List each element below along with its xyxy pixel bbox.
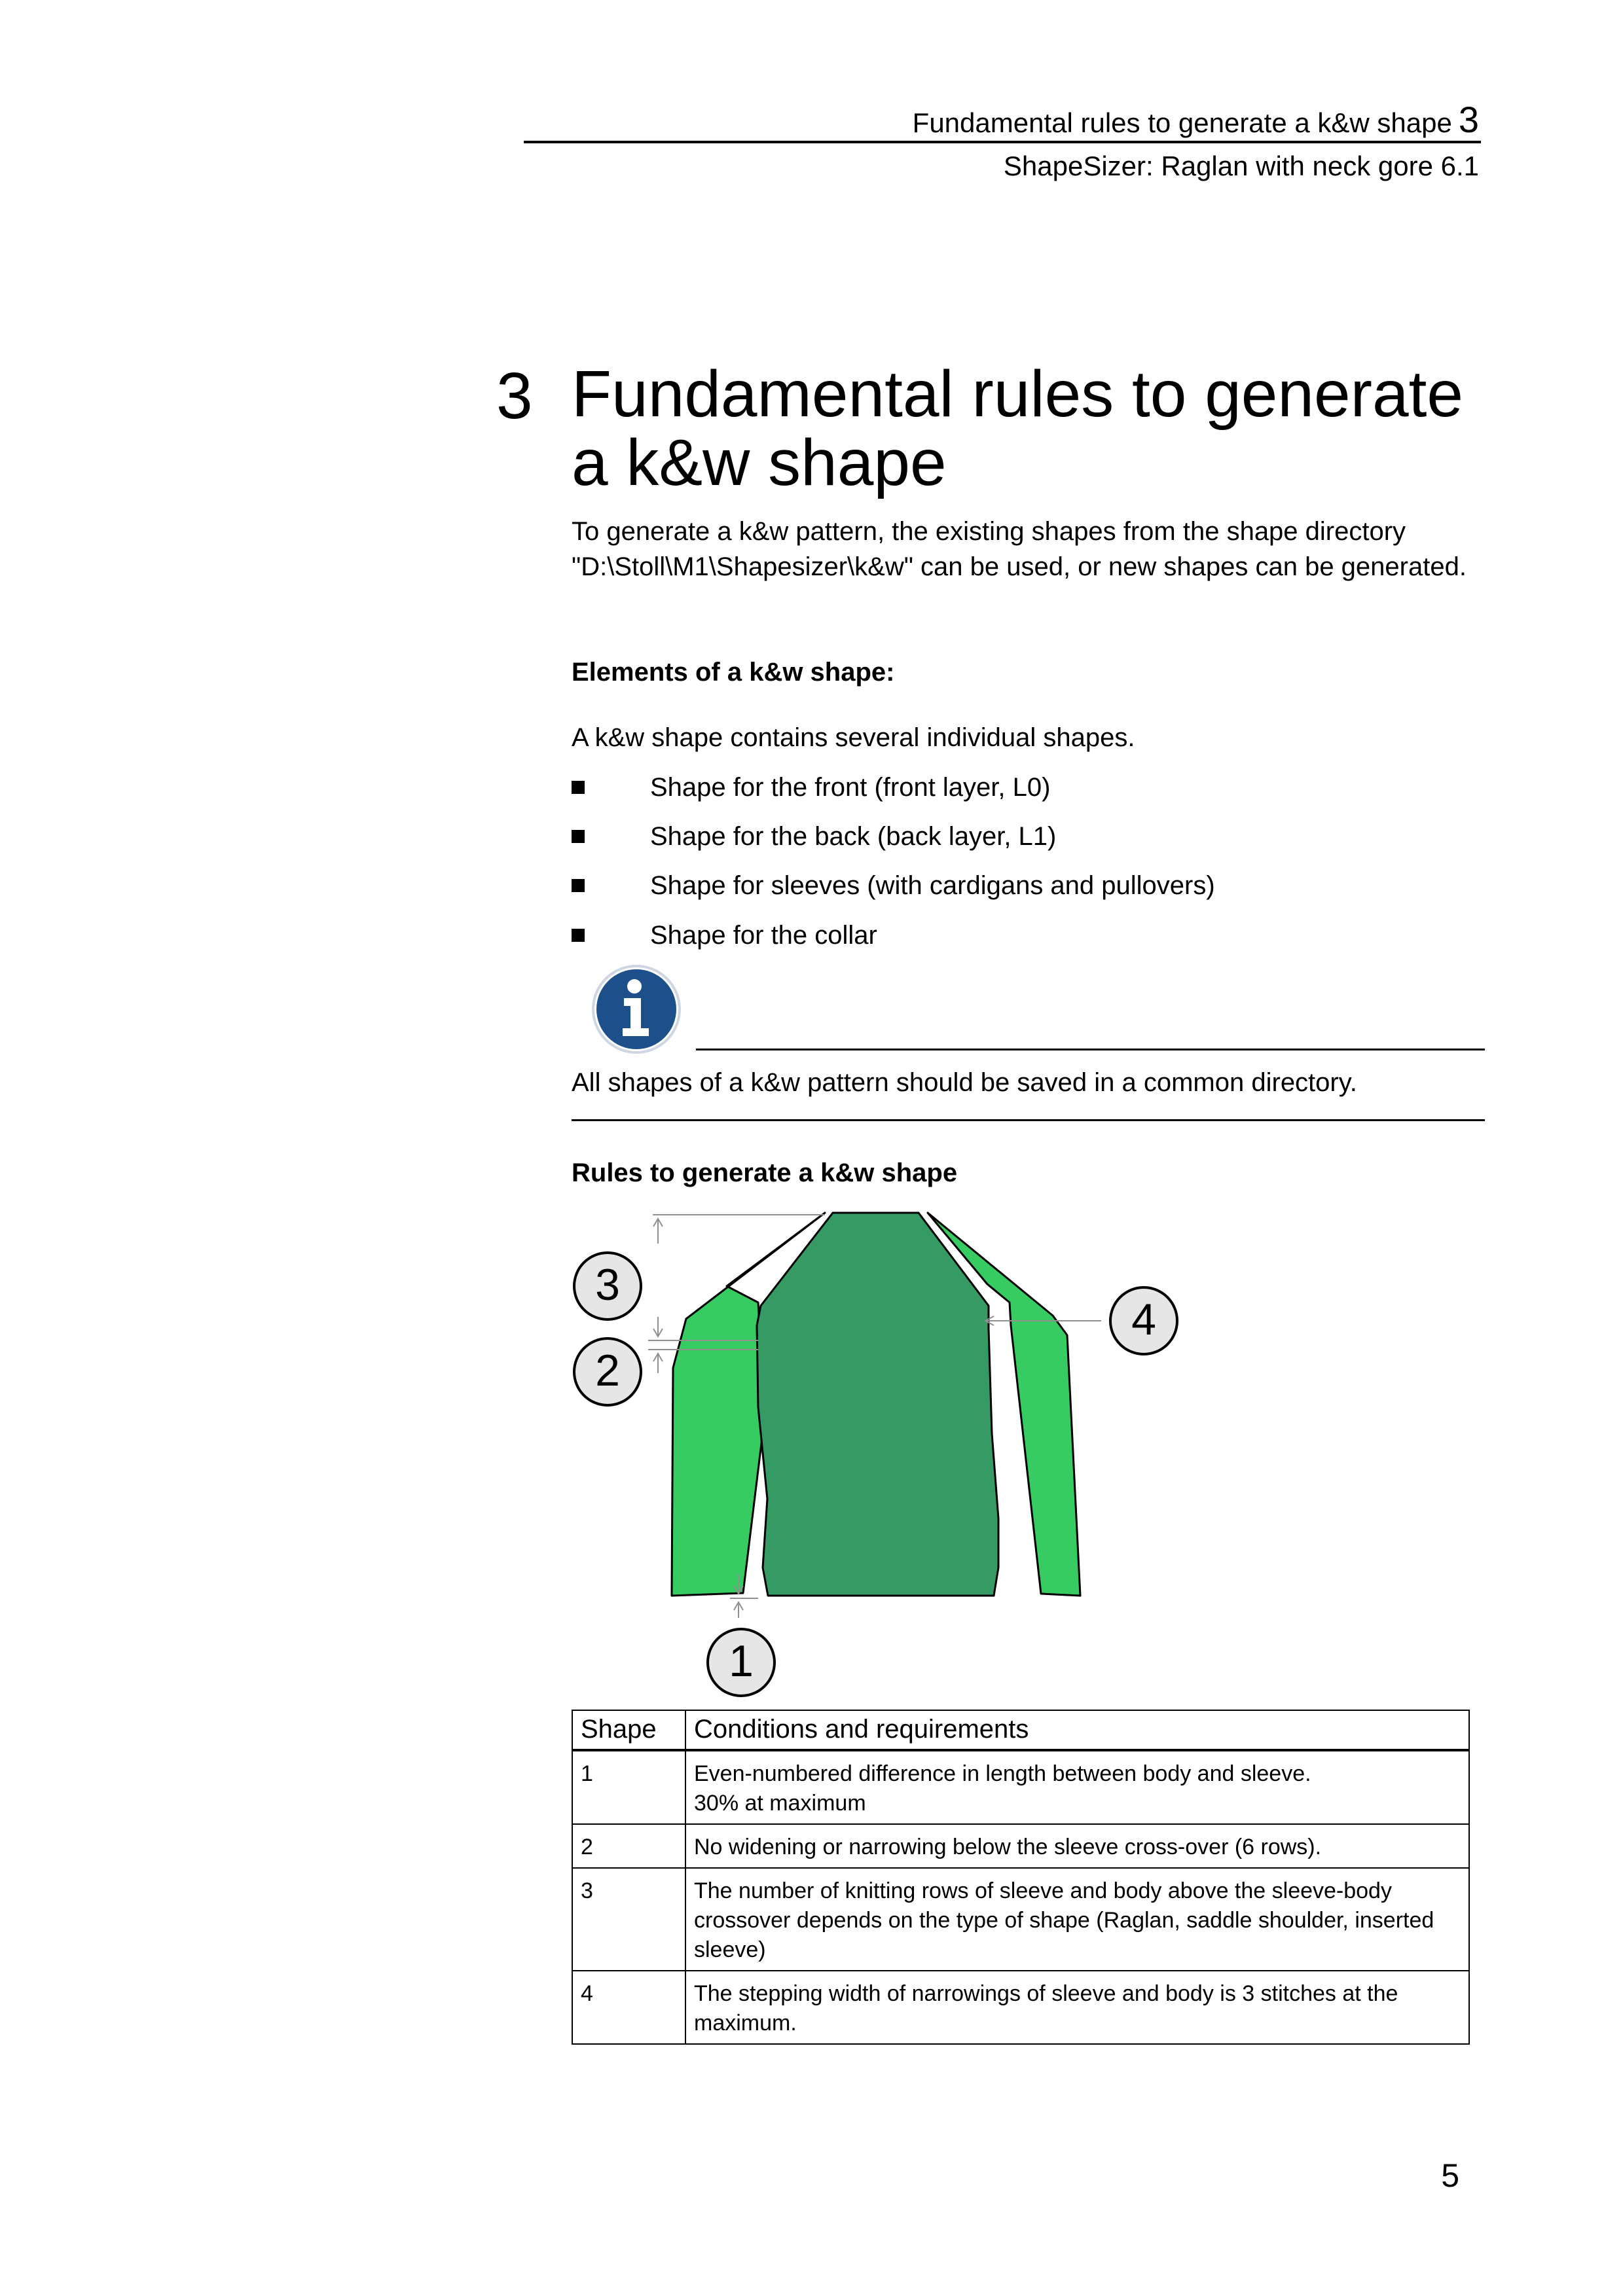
marker-4-label: 4 — [1131, 1295, 1156, 1344]
elements-lead: A k&w shape contains several individual shapes. — [572, 723, 1135, 752]
elements-heading: Elements of a k&w shape: — [572, 658, 895, 687]
table-cell-conditions: No widening or narrowing below the sleeve cross-over (6 rows). — [685, 1824, 1469, 1868]
note-rule-bottom — [572, 1119, 1485, 1121]
body-shape — [757, 1213, 998, 1596]
header-rule — [524, 141, 1481, 143]
table-header-conditions: Conditions and requirements — [685, 1710, 1469, 1750]
table-row — [572, 1971, 1469, 2044]
running-header-chapter-number: 3 — [1458, 99, 1479, 140]
table-header-row — [572, 1710, 1469, 1750]
note-rule-top — [696, 1049, 1485, 1050]
rules-heading: Rules to generate a k&w shape — [572, 1158, 958, 1187]
marker-1-label: 1 — [729, 1636, 754, 1686]
chapter-title: Fundamental rules to generate a k&w shape — [572, 357, 1463, 499]
square-bullet-icon — [572, 830, 585, 843]
table-cell-shape: 2 — [572, 1824, 685, 1868]
table-row — [572, 1750, 1469, 1824]
table-header-shape: Shape — [572, 1710, 685, 1750]
table-row — [572, 1824, 1469, 1868]
note-text: All shapes of a k&w pattern should be saved in a common directory. — [572, 1068, 1357, 1097]
table-cell-conditions — [685, 1750, 1469, 1824]
marker-3-label: 3 — [595, 1260, 620, 1310]
page-number: 5 — [1441, 2157, 1459, 2194]
info-icon — [591, 964, 682, 1054]
square-bullet-icon — [572, 781, 585, 794]
requirements-table — [572, 1710, 1470, 2045]
table-cell-line: 30% at maximum — [694, 1791, 866, 1816]
bullet-text: Shape for the front (front layer, L0) — [650, 773, 1051, 802]
table-cell-conditions: The stepping width of narrowings of sleeve and body is 3 stitches at the maximum. — [685, 1971, 1469, 2044]
table-row — [572, 1868, 1469, 1971]
raglan-shape-diagram — [563, 1211, 1198, 1702]
table-cell-shape: 3 — [572, 1868, 685, 1971]
marker-2-label: 2 — [595, 1346, 620, 1395]
table-cell-line: Even-numbered difference in length between body and sleeve. — [694, 1761, 1311, 1786]
table-cell-shape: 4 — [572, 1971, 685, 2044]
square-bullet-icon — [572, 929, 585, 942]
bullet-text: Shape for sleeves (with cardigans and pullovers) — [650, 871, 1215, 900]
bullet-text: Shape for the collar — [650, 921, 877, 950]
running-header-document-title: ShapeSizer: Raglan with neck gore 6.1 — [1003, 151, 1479, 181]
running-header-chapter — [913, 98, 1479, 141]
table-cell-shape: 1 — [572, 1750, 685, 1824]
running-header-chapter-title: Fundamental rules to generate a k&w shape — [912, 107, 1452, 138]
square-bullet-icon — [572, 879, 585, 892]
table-cell-conditions: The number of knitting rows of sleeve and body above the sleeve-body crossover depends on the type of shape (Raglan, saddle shoulder, inserted sleeve) — [685, 1868, 1469, 1971]
bullet-text: Shape for the back (back layer, L1) — [650, 822, 1057, 851]
intro-paragraph: To generate a k&w pattern, the existing shapes from the shape directory "D:\Stoll\M1\Shapesizer\k&w" can be used, or new shapes can be generated. — [572, 517, 1467, 581]
chapter-number: 3 — [496, 359, 533, 433]
